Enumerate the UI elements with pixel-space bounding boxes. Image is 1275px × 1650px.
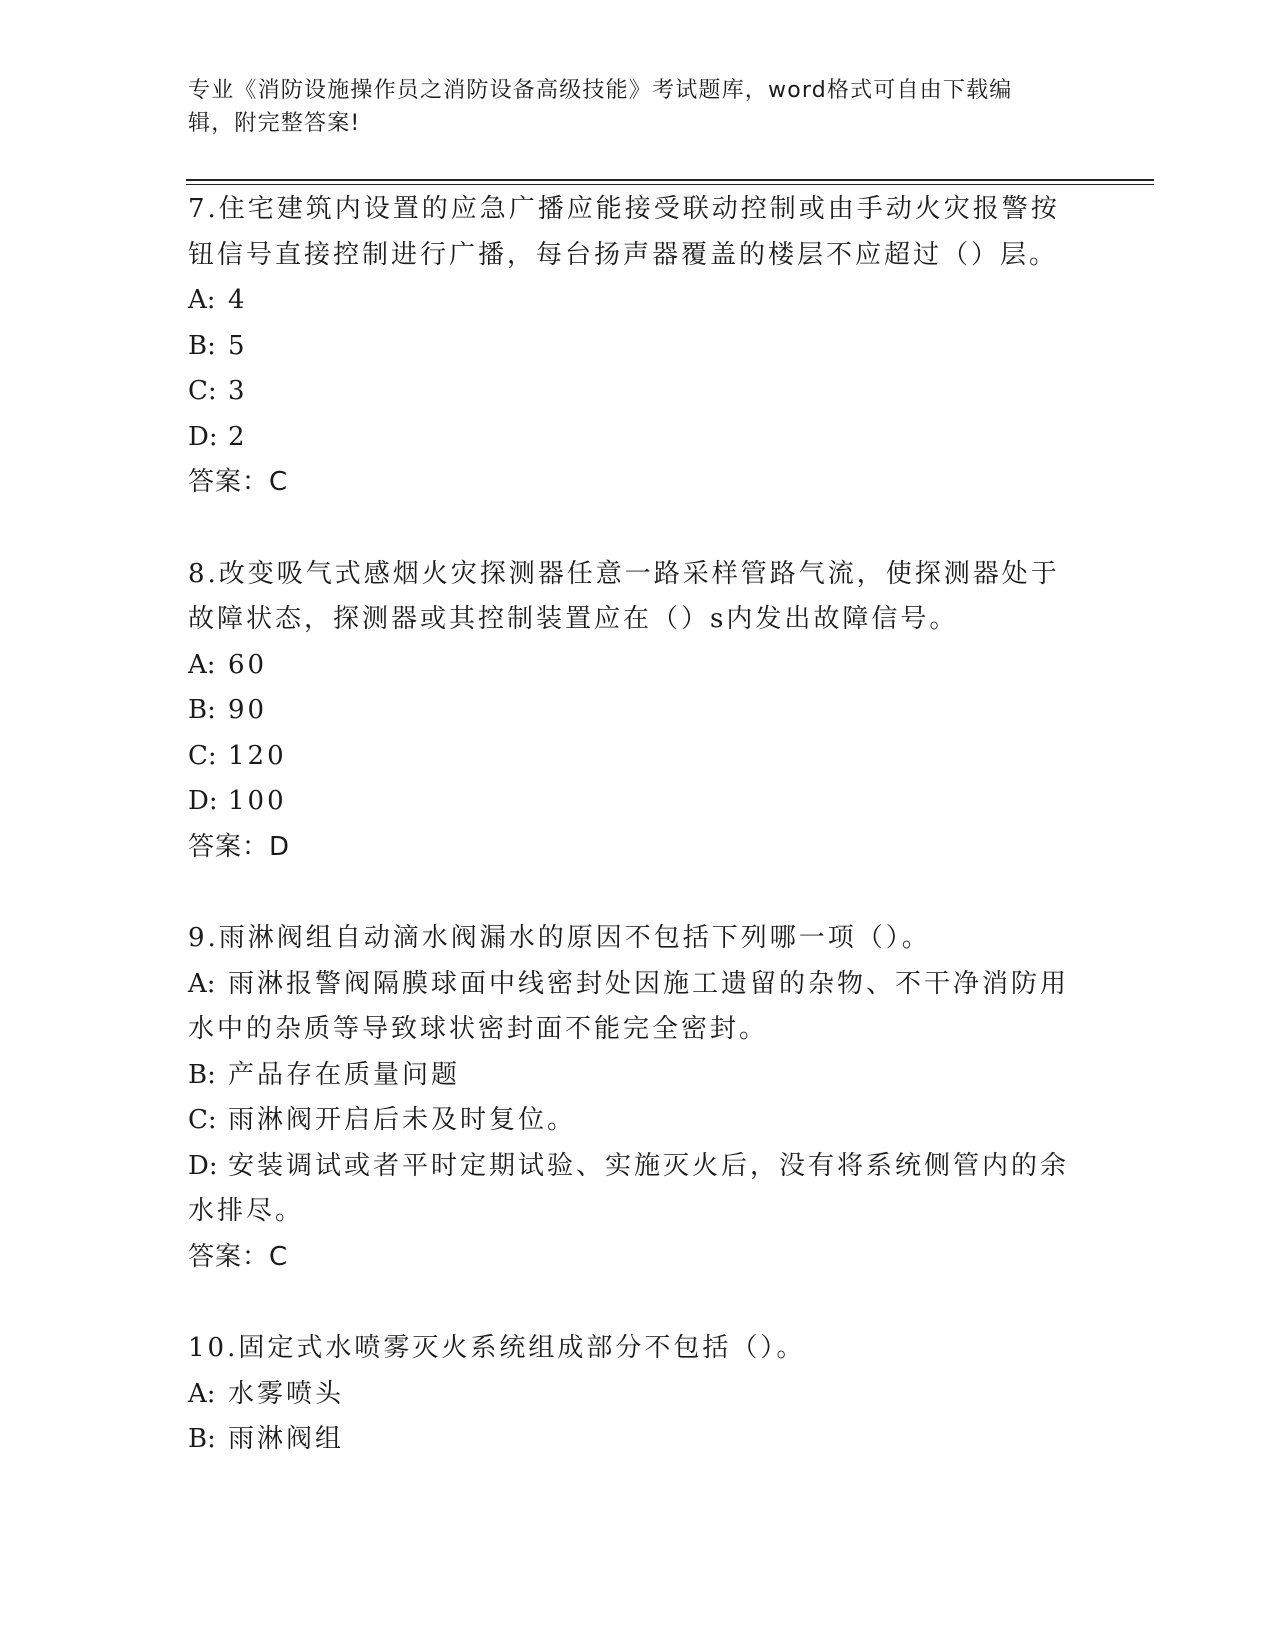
option-letter: D: [188,786,218,816]
option-text: 60 [228,649,268,680]
option-text: 雨淋报警阀隔膜球面中线密封处因施工遗留的杂物、不干净消防用 [228,968,1070,999]
question-stem: 钮信号直接控制进行广播，每台扬声器覆盖的楼层不应超过（）层。 [188,239,1059,270]
option-text: 水雾喷头 [228,1378,345,1409]
option-text: 100 [228,786,287,816]
option-letter: D: [188,1150,218,1181]
option-b [188,324,1078,370]
answer-text: 答案：C [188,1241,289,1272]
question-item [188,552,1078,871]
option-d-continued: 水排尽。 [188,1196,305,1226]
option-letter: B: [188,695,216,725]
answer-text: 答案：D [188,831,291,862]
option-c [188,734,1078,780]
option-a [188,643,1078,689]
option-letter: C: [188,376,217,406]
option-text: 3 [228,376,248,406]
question-stem: 10.固定式水喷雾灭火系统组成部分不包括（）。 [188,1333,806,1363]
option-text: 4 [228,285,248,315]
option-text: 120 [228,740,287,771]
option-text: 雨淋阀组 [228,1424,345,1454]
option-text: 雨淋阀开启后未及时复位。 [228,1105,577,1135]
option-d [188,779,1078,825]
option-letter: A: [188,1378,216,1409]
question-stem: 7.住宅建筑内设置的应急广播应能接受联动控制或由手动火灾报警按 [188,194,1060,224]
question-stem: 故障状态，探测器或其控制装置应在（）s内发出故障信号。 [188,604,959,634]
answer-text: 答案：C [188,467,289,497]
option-b [188,1053,1078,1099]
option-d [188,1144,1078,1190]
option-letter: C: [188,740,217,771]
option-text: 2 [228,421,248,452]
option-c [188,369,1078,415]
option-b [188,1417,1078,1463]
header-divider [186,179,1154,181]
option-a [188,278,1078,324]
option-b [188,688,1078,734]
question-stem: 8.改变吸气式感烟火灾探测器任意一路采样管路气流，使探测器处于 [188,558,1060,589]
option-text: 90 [228,695,268,725]
question-item [188,1326,1078,1463]
question-stem: 9.雨淋阀组自动滴水阀漏水的原因不包括下列哪一项（）。 [188,923,931,953]
question-item [188,916,1078,1280]
option-letter: D: [188,421,218,452]
option-text: 安装调试或者平时定期试验、实施灭火后，没有将系统侧管内的余 [228,1150,1070,1181]
option-letter: B: [188,1424,216,1454]
option-a-continued: 水中的杂质等导致球状密封面不能完全密封。 [188,1014,769,1044]
option-letter: B: [188,1059,216,1090]
option-text: 5 [228,330,248,361]
header-divider-thin [186,184,1154,185]
document-intro [188,74,1068,140]
option-letter: A: [188,968,216,999]
option-a [188,1372,1078,1418]
option-d [188,415,1078,461]
intro-line: 专业《消防设施操作员之消防设备高级技能》考试题库，word格式可自由下载编 [188,78,1013,103]
intro-line: 辑，附完整答案! [188,111,361,136]
option-letter: B: [188,330,216,361]
option-c [188,1098,1078,1144]
option-a [188,962,1078,1008]
option-letter: A: [188,285,216,315]
question-list [188,187,1078,1509]
option-text: 产品存在质量问题 [228,1059,461,1090]
option-letter: C: [188,1105,217,1135]
question-item [188,187,1078,506]
option-letter: A: [188,649,216,680]
